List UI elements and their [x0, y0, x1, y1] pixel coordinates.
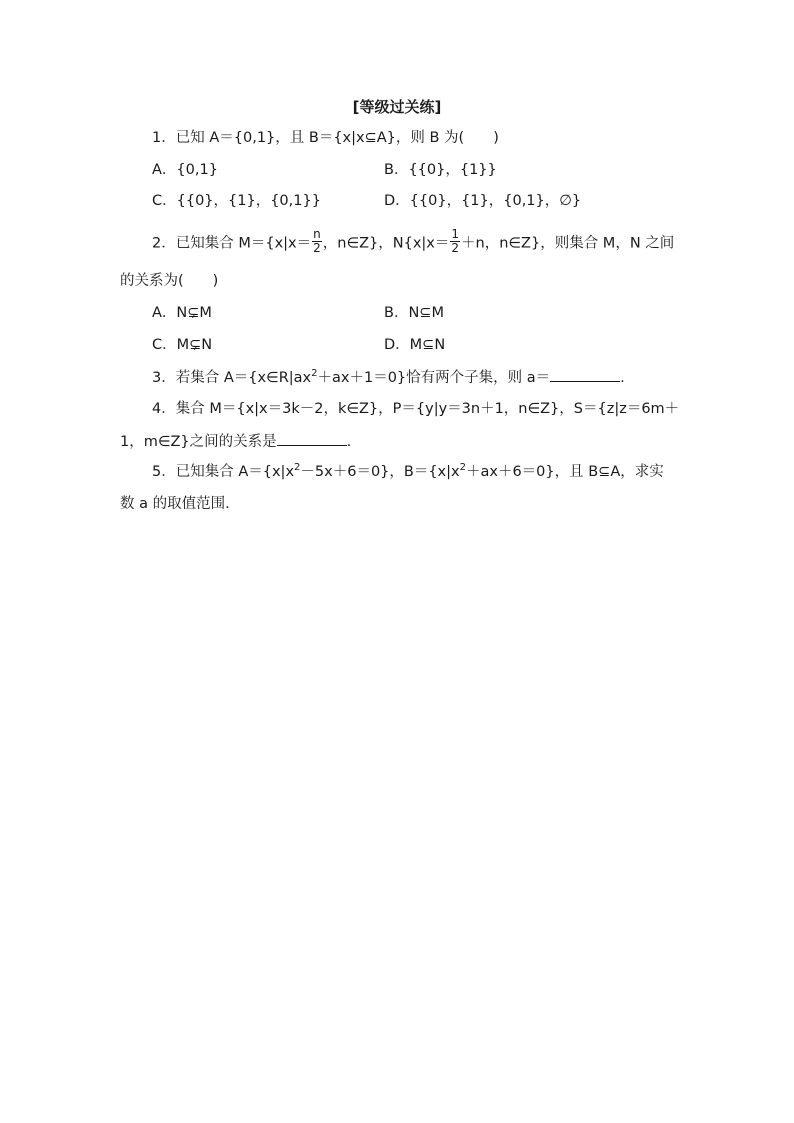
question-5-text-a: 5．已知集合 A＝{x|x — [152, 464, 295, 480]
question-5-stem-line2: 数 a 的取值范围. — [120, 496, 230, 512]
answer-blank[interactable] — [550, 367, 620, 382]
question-3-stem — [152, 367, 625, 388]
question-1-option-a: A．{0,1} — [152, 162, 218, 178]
fraction-denominator: 2 — [451, 241, 460, 255]
superscript: 2 — [459, 462, 466, 474]
question-2-option-c: C．M⊊N — [152, 337, 213, 353]
question-4-stem-line2 — [120, 431, 351, 452]
question-2-option-b: B．N⊆M — [384, 305, 444, 321]
question-2-text-c: ＋n，n∈Z}，则集合 M，N 之间 — [461, 235, 675, 252]
fraction-numerator: 1 — [451, 227, 460, 241]
question-3-text-b: ＋ax＋1＝0}恰有两个子集，则 a＝ — [317, 370, 551, 386]
question-4-end: . — [346, 434, 352, 450]
question-2-text-a: 已知集合 M＝{x|x＝ — [175, 235, 312, 252]
question-2-stem-line1 — [152, 227, 675, 257]
fraction-denominator: 2 — [313, 241, 321, 255]
question-5-text-b: －5x＋6＝0}，B＝{x|x — [300, 464, 460, 480]
question-2-stem-line2: 的关系为( ) — [120, 273, 219, 289]
fraction-numerator: n — [313, 227, 321, 241]
question-2-option-a: A．N⊊M — [152, 305, 212, 321]
question-5-text-c: ＋ax＋6＝0}，且 B⊆A，求实 — [465, 464, 664, 480]
question-4-text-a: 1，m∈Z}之间的关系是 — [120, 434, 277, 450]
answer-blank[interactable] — [277, 431, 347, 446]
question-2-option-d: D．M⊆N — [384, 337, 446, 353]
question-3-text-a: 3．若集合 A＝{x∈R|ax — [152, 370, 312, 386]
section-title: [等级过关练] — [352, 98, 442, 116]
fraction-1-over-2 — [450, 228, 460, 255]
question-1-option-c: C．{{0}，{1}，{0,1}} — [152, 193, 321, 209]
question-3-end: . — [620, 370, 625, 386]
question-2-number: 2． — [152, 235, 176, 252]
fraction-n-over-2 — [312, 228, 322, 255]
question-4-stem-line1: 4．集合 M＝{x|x＝3k－2，k∈Z}，P＝{y|y＝3n＋1，n∈Z}，S＝{z|z＝6m＋ — [152, 401, 680, 417]
superscript: 2 — [311, 368, 318, 380]
question-1-option-d: D．{{0}，{1}，{0,1}，∅} — [384, 193, 582, 209]
question-2-text-b: ，n∈Z}，N{x|x＝ — [322, 235, 450, 252]
question-1-option-b: B．{{0}，{1}} — [384, 162, 497, 178]
question-5-stem-line1 — [152, 462, 664, 482]
superscript: 2 — [294, 462, 301, 474]
question-1-stem: 1．已知 A＝{0,1}，且 B＝{x|x⊆A}，则 B 为( ) — [152, 130, 499, 146]
